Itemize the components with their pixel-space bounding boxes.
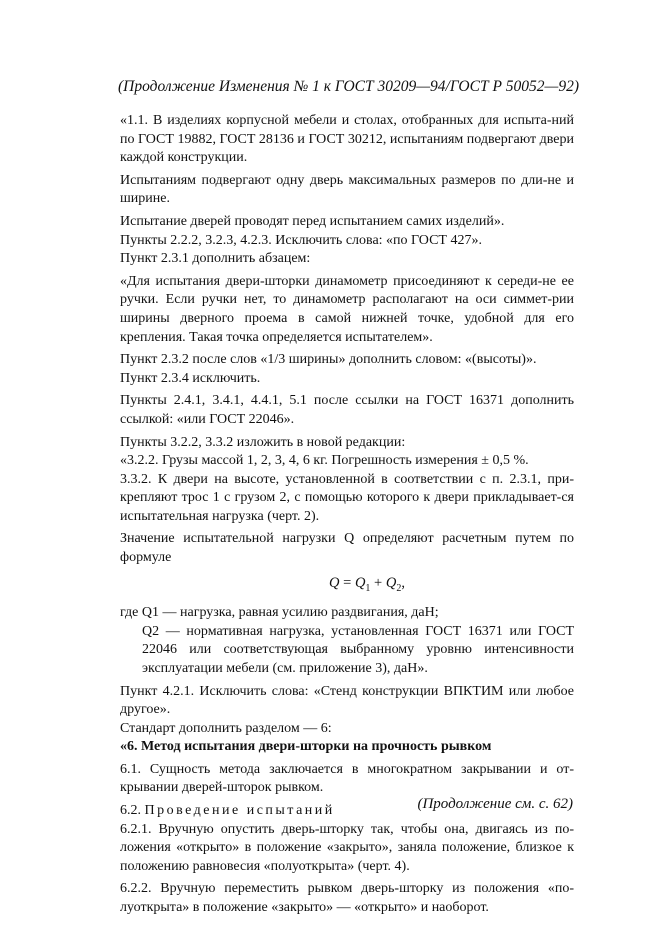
paragraph: Пункт 2.3.4 исключить. <box>120 370 261 386</box>
paragraph: Пункт 4.2.1. Исключить слова: «Стенд конструкции ВПКТИМ или любое другое». <box>120 683 574 718</box>
paragraph: Пункты 2.2.2, 3.2.3, 4.2.3. Исключить слова: «по ГОСТ 427». <box>120 232 482 248</box>
formula-tail: , <box>401 574 405 591</box>
paragraph: «1.1. В изделиях корпусной мебели и столах, отобранных для испыта-ний по ГОСТ 19882, ГОСТ 28136 и ГОСТ 30212, испытаниям подвергают двери каждой конструкции. <box>120 113 574 166</box>
formula <box>120 574 574 598</box>
paragraph: Испытание дверей проводят перед испытанием самих изделий». <box>120 213 505 229</box>
formula-plus: + <box>374 574 383 591</box>
page-header: (Продолжение Изменения № 1 к ГОСТ 30209—94/ГОСТ Р 50052—92) <box>117 78 579 95</box>
paragraph: 6.2.1. Вручную опустить дверь-шторку так, чтобы она, двигаясь из по-ложения «открыто» в положение «закрыто», заняла положение, близкое к положению равновесия «полуоткрыта» (черт. 4). <box>120 821 574 874</box>
formula-term-2: Q <box>385 574 397 591</box>
paragraph: Пункты 2.4.1, 3.4.1, 4.4.1, 5.1 после ссылки на ГОСТ 16371 дополнить ссылкой: «или ГОСТ 22046». <box>120 393 574 427</box>
subsection-title: Проведение испытаний <box>144 803 335 819</box>
definition: где Q1 — нагрузка, равная усилию раздвигания, даН; <box>120 605 439 621</box>
subsection-number: 6.2. <box>120 803 141 819</box>
paragraph: 6.1. Сущность метода заключается в многократном закрывании и от-крывании дверей-шторок рывком. <box>120 761 574 796</box>
formula-sub-1: 1 <box>365 582 371 594</box>
formula-sub-2: 2 <box>396 582 402 594</box>
formula-term-1: Q <box>354 574 366 591</box>
page-footer: (Продолжение см. с. 62) <box>417 796 573 812</box>
formula-equals: = <box>343 574 352 591</box>
paragraph: 3.3.2. К двери на высоте, установленной в соответствии с п. 2.3.1, при-крепляют трос 1 с грузом 2, с помощью которого к двери прикладывает-ся испытательная нагрузка (черт. 2). <box>120 471 574 524</box>
paragraph: Стандарт дополнить разделом — 6: <box>120 720 332 736</box>
paragraph: Испытаниям подвергают одну дверь максимальных размеров по дли-не и ширине. <box>120 172 574 207</box>
formula-lhs: Q <box>329 574 340 591</box>
paragraph: «Для испытания двери-шторки динамометр присоединяют к середи-не ее ручки. Если ручки нет, то динамометр располагают на оси симмет-рии ширины дверного проема в самой нижней точке, удобной для его крепления. Такая точка определяется испытателем». <box>120 273 574 345</box>
definition: Q2 — нормативная нагрузка, установленная ГОСТ 16371 или ГОСТ 22046 или соответствующая выбранному уровню интенсивности эксплуатации мебели (см. приложение 3), даН». <box>142 623 574 676</box>
section-title: «6. Метод испытания двери-шторки на прочность рывком <box>120 739 492 755</box>
paragraph: «3.2.2. Грузы массой 1, 2, 3, 4, 6 кг. Погрешность измерения ± 0,5 %. <box>120 453 529 469</box>
paragraph: Значение испытательной нагрузки Q определяют расчетным путем по формуле <box>120 531 574 566</box>
paragraph: 6.2.2. Вручную переместить рывком дверь-шторку из положения «по-луоткрыта» в положение «закрыто» — «открыто» и наоборот. <box>120 881 574 916</box>
paragraph: Пункты 3.2.2, 3.3.2 изложить в новой редакции: <box>120 434 406 450</box>
paragraph: Пункт 2.3.1 дополнить абзацем: <box>120 251 311 267</box>
paragraph: Пункт 2.3.2 после слов «1/3 ширины» дополнить словом: «(высоты)». <box>120 352 537 368</box>
